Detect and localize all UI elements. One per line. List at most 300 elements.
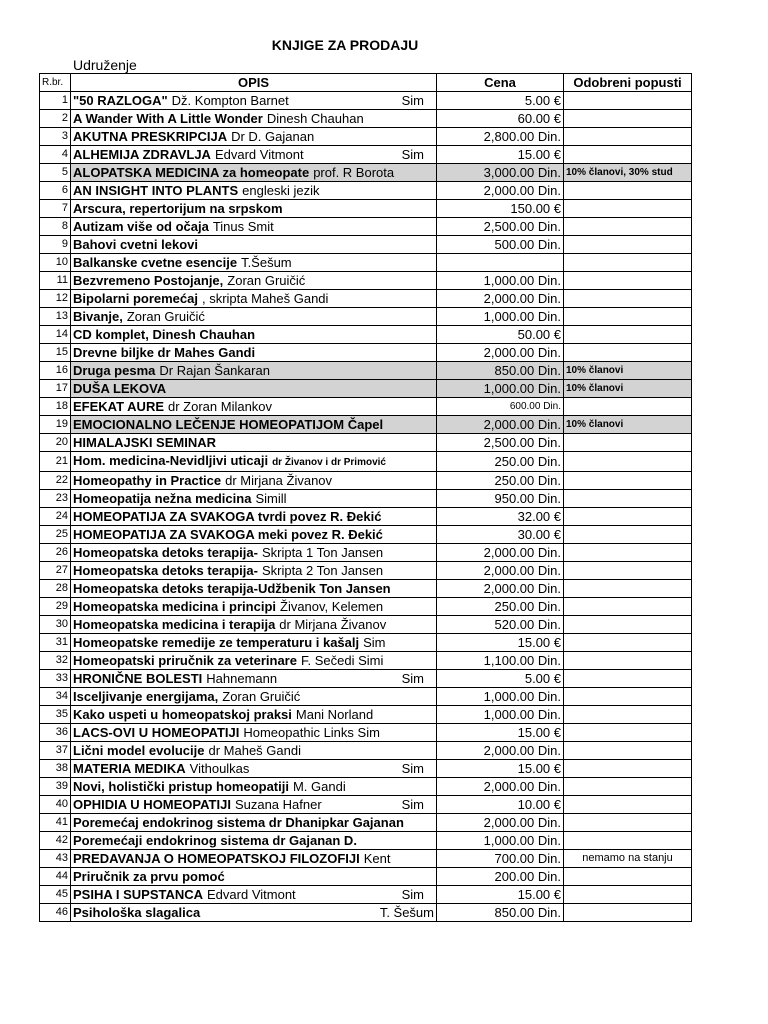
table-row xyxy=(40,434,692,452)
row-discount xyxy=(564,616,692,634)
book-title: ALHEMIJA ZDRAVLJA xyxy=(73,147,211,162)
row-discount xyxy=(564,398,692,416)
book-title: Homeopatska detoks terapija- xyxy=(73,545,258,560)
row-discount xyxy=(564,796,692,814)
table-row xyxy=(40,832,692,850)
row-description xyxy=(71,850,437,868)
row-discount: 10% članovi, 30% stud xyxy=(564,164,692,182)
book-author: Vithoulkas xyxy=(189,761,250,776)
row-description xyxy=(71,182,437,200)
book-author: dr Maheš Gandi xyxy=(208,743,301,758)
book-author: M. Gandi xyxy=(292,779,346,794)
book-author: Tinus Smit xyxy=(212,219,274,234)
table-row xyxy=(40,778,692,796)
row-price: 700.00 Din. xyxy=(437,850,564,868)
row-price: 1,100.00 Din. xyxy=(437,652,564,670)
book-title: Drevne biljke dr Mahes Gandi xyxy=(73,345,256,360)
table-row xyxy=(40,398,692,416)
row-description xyxy=(71,146,437,164)
book-publisher: Sim xyxy=(401,671,424,686)
book-author: dr Mirjana Živanov xyxy=(279,617,387,632)
row-number: 45 xyxy=(40,886,71,904)
book-author: , skripta Maheš Gandi xyxy=(201,291,329,306)
table-row xyxy=(40,886,692,904)
row-number: 40 xyxy=(40,796,71,814)
book-title: Priručnik za prvu pomoć xyxy=(73,869,225,884)
row-description xyxy=(71,760,437,778)
row-price: 50.00 € xyxy=(437,326,564,344)
book-author: dr Živanov i dr Primović xyxy=(272,457,386,468)
row-price: 15.00 € xyxy=(437,634,564,652)
row-number: 43 xyxy=(40,850,71,868)
row-discount xyxy=(564,832,692,850)
book-title: Homeopatija nežna medicina xyxy=(73,491,252,506)
row-discount xyxy=(564,236,692,254)
book-title: CD komplet, Dinesh Chauhan xyxy=(73,327,256,342)
row-price: 2,000.00 Din. xyxy=(437,814,564,832)
book-title: Homeopatska medicina i principi xyxy=(73,599,276,614)
row-discount xyxy=(564,218,692,236)
row-price: 5.00 € xyxy=(437,92,564,110)
row-description xyxy=(71,580,437,598)
table-row xyxy=(40,526,692,544)
row-number: 26 xyxy=(40,544,71,562)
table-row xyxy=(40,110,692,128)
row-description xyxy=(71,742,437,760)
header-opis: OPIS xyxy=(71,74,437,92)
row-number: 23 xyxy=(40,490,71,508)
row-discount xyxy=(564,146,692,164)
row-number: 15 xyxy=(40,344,71,362)
row-discount: 10% članovi xyxy=(564,362,692,380)
row-description xyxy=(71,778,437,796)
row-price: 60.00 € xyxy=(437,110,564,128)
book-title: Poremećaj endokrinog sistema dr Dhanipkar Gajanan xyxy=(73,815,404,830)
row-price: 1,000.00 Din. xyxy=(437,272,564,290)
book-publisher: Sim xyxy=(401,93,424,108)
row-number: 33 xyxy=(40,670,71,688)
row-price: 2,500.00 Din. xyxy=(437,218,564,236)
book-author: Sim xyxy=(363,635,386,650)
row-number: 44 xyxy=(40,868,71,886)
row-number: 17 xyxy=(40,380,71,398)
row-number: 18 xyxy=(40,398,71,416)
book-title: OPHIDIA U HOMEOPATIJI xyxy=(73,797,231,812)
row-number: 39 xyxy=(40,778,71,796)
row-description xyxy=(71,290,437,308)
book-author: Dž. Kompton Barnet xyxy=(171,93,289,108)
row-number: 1 xyxy=(40,92,71,110)
row-price: 500.00 Din. xyxy=(437,236,564,254)
book-title: Bivanje, xyxy=(73,309,123,324)
row-number: 35 xyxy=(40,706,71,724)
row-discount xyxy=(564,526,692,544)
table-row xyxy=(40,796,692,814)
row-discount xyxy=(564,598,692,616)
row-number: 7 xyxy=(40,200,71,218)
book-title: Lični model evolucije xyxy=(73,743,205,758)
row-description xyxy=(71,326,437,344)
book-title: HOMEOPATIJA ZA SVAKOGA meki povez R. Đekić xyxy=(73,527,383,542)
book-title: HIMALAJSKI SEMINAR xyxy=(73,435,217,450)
row-price: 850.00 Din. xyxy=(437,362,564,380)
row-price: 250.00 Din. xyxy=(437,452,564,472)
table-row xyxy=(40,706,692,724)
book-title: Bipolarni poremećaj xyxy=(73,291,198,306)
row-number: 10 xyxy=(40,254,71,272)
book-title: AKUTNA PRESKRIPCIJA xyxy=(73,129,228,144)
row-discount xyxy=(564,472,692,490)
row-price: 200.00 Din. xyxy=(437,868,564,886)
row-number: 28 xyxy=(40,580,71,598)
table-row xyxy=(40,688,692,706)
book-publisher: Sim xyxy=(401,761,424,776)
table-row xyxy=(40,508,692,526)
row-number: 8 xyxy=(40,218,71,236)
book-title: ALOPATSKA MEDICINA za homeopate xyxy=(73,165,310,180)
row-discount xyxy=(564,272,692,290)
table-row xyxy=(40,416,692,434)
row-description xyxy=(71,490,437,508)
row-number: 4 xyxy=(40,146,71,164)
table-row xyxy=(40,272,692,290)
row-price: 600.00 Din. xyxy=(437,398,564,416)
table-row xyxy=(40,344,692,362)
row-number: 20 xyxy=(40,434,71,452)
book-title: Bahovi cvetni lekovi xyxy=(73,237,198,252)
row-number: 9 xyxy=(40,236,71,254)
row-description xyxy=(71,110,437,128)
table-row xyxy=(40,472,692,490)
table-row xyxy=(40,254,692,272)
book-author: Suzana Hafner xyxy=(234,797,322,812)
book-title: HRONIČNE BOLESTI xyxy=(73,671,203,686)
row-discount xyxy=(564,200,692,218)
row-number: 34 xyxy=(40,688,71,706)
book-title: Hom. medicina-Nevidljivi uticaji xyxy=(73,453,269,468)
row-discount xyxy=(564,904,692,922)
row-description xyxy=(71,526,437,544)
row-price: 15.00 € xyxy=(437,886,564,904)
book-title: AN INSIGHT INTO PLANTS xyxy=(73,183,239,198)
table-row xyxy=(40,326,692,344)
row-price: 2,000.00 Din. xyxy=(437,742,564,760)
row-discount xyxy=(564,92,692,110)
row-number: 12 xyxy=(40,290,71,308)
row-number: 2 xyxy=(40,110,71,128)
row-discount xyxy=(564,562,692,580)
book-author: Mani Norland xyxy=(295,707,374,722)
row-price: 15.00 € xyxy=(437,724,564,742)
table-row xyxy=(40,92,692,110)
table-row xyxy=(40,742,692,760)
row-number: 29 xyxy=(40,598,71,616)
row-price xyxy=(437,254,564,272)
row-price: 1,000.00 Din. xyxy=(437,706,564,724)
row-discount: 10% članovi xyxy=(564,380,692,398)
book-title: Poremećaji endokrinog sistema dr Gajanan D. xyxy=(73,833,357,848)
row-description xyxy=(71,724,437,742)
row-number: 27 xyxy=(40,562,71,580)
row-number: 19 xyxy=(40,416,71,434)
row-discount xyxy=(564,434,692,452)
table-body xyxy=(40,92,692,922)
row-description xyxy=(71,508,437,526)
row-price: 2,800.00 Din. xyxy=(437,128,564,146)
book-author: T.Šešum xyxy=(241,255,292,270)
book-author: Kent xyxy=(363,851,391,866)
row-number: 32 xyxy=(40,652,71,670)
row-description xyxy=(71,670,437,688)
row-discount xyxy=(564,706,692,724)
book-author: Hahnemann xyxy=(206,671,278,686)
row-discount xyxy=(564,886,692,904)
row-description xyxy=(71,544,437,562)
book-author: Dr D. Gajanan xyxy=(231,129,315,144)
book-title: Homeopatske remedije ze temperaturu i kašalj xyxy=(73,635,360,650)
row-discount xyxy=(564,452,692,472)
row-price: 1,000.00 Din. xyxy=(437,380,564,398)
table-row xyxy=(40,652,692,670)
book-author: Dinesh Chauhan xyxy=(266,111,364,126)
header-rbr: R.br. xyxy=(40,74,71,92)
book-author: engleski jezik xyxy=(242,183,320,198)
book-title: MATERIA MEDIKA xyxy=(73,761,186,776)
header-cena: Cena xyxy=(437,74,564,92)
row-discount xyxy=(564,308,692,326)
row-discount xyxy=(564,490,692,508)
book-title: DUŠA LEKOVA xyxy=(73,381,167,396)
book-author: prof. R Borota xyxy=(313,165,395,180)
book-author: Zoran Gruičić xyxy=(222,689,301,704)
book-title: Homeopatska medicina i terapija xyxy=(73,617,276,632)
book-author: Homeopathic Links Sim xyxy=(243,725,380,740)
row-description xyxy=(71,398,437,416)
row-description xyxy=(71,92,437,110)
book-author: Zoran Gruičić xyxy=(126,309,205,324)
row-description xyxy=(71,236,437,254)
row-discount xyxy=(564,254,692,272)
row-number: 5 xyxy=(40,164,71,182)
row-price: 250.00 Din. xyxy=(437,598,564,616)
row-description xyxy=(71,652,437,670)
row-number: 41 xyxy=(40,814,71,832)
book-publisher: T. Šešum xyxy=(379,905,434,920)
row-price: 2,000.00 Din. xyxy=(437,562,564,580)
row-number: 6 xyxy=(40,182,71,200)
row-description xyxy=(71,272,437,290)
row-price: 2,000.00 Din. xyxy=(437,182,564,200)
book-publisher: Sim xyxy=(401,887,424,902)
row-discount xyxy=(564,652,692,670)
row-number: 14 xyxy=(40,326,71,344)
table-row xyxy=(40,182,692,200)
book-title: Novi, holistički pristup homeopatiji xyxy=(73,779,289,794)
row-number: 11 xyxy=(40,272,71,290)
book-author: Živanov, Kelemen xyxy=(280,599,384,614)
row-number: 37 xyxy=(40,742,71,760)
row-description xyxy=(71,362,437,380)
book-author: Edvard Vitmont xyxy=(207,887,296,902)
row-price: 150.00 € xyxy=(437,200,564,218)
row-discount xyxy=(564,760,692,778)
row-description xyxy=(71,380,437,398)
book-author: Edvard Vitmont xyxy=(214,147,304,162)
table-row xyxy=(40,904,692,922)
book-title: Bezvremeno Postojanje, xyxy=(73,273,224,288)
row-number: 3 xyxy=(40,128,71,146)
row-description xyxy=(71,472,437,490)
row-description xyxy=(71,886,437,904)
row-description xyxy=(71,904,437,922)
table-row xyxy=(40,562,692,580)
row-price: 2,000.00 Din. xyxy=(437,416,564,434)
table-row xyxy=(40,380,692,398)
row-discount xyxy=(564,580,692,598)
table-row xyxy=(40,200,692,218)
book-author: dr Mirjana Živanov xyxy=(225,473,333,488)
row-price: 950.00 Din. xyxy=(437,490,564,508)
page-title: KNJIGE ZA PRODAJU xyxy=(271,37,419,53)
row-discount xyxy=(564,814,692,832)
book-author: dr Zoran Milankov xyxy=(168,399,273,414)
book-title: LACS-OVI U HOMEOPATIJI xyxy=(73,725,240,740)
row-number: 30 xyxy=(40,616,71,634)
row-discount xyxy=(564,182,692,200)
table-row xyxy=(40,290,692,308)
row-price: 32.00 € xyxy=(437,508,564,526)
row-discount xyxy=(564,326,692,344)
book-title: Homeopathy in Practice xyxy=(73,473,222,488)
row-number: 46 xyxy=(40,904,71,922)
book-author: Skripta 2 Ton Jansen xyxy=(261,563,384,578)
row-price: 2,500.00 Din. xyxy=(437,434,564,452)
book-title: PREDAVANJA O HOMEOPATSKOJ FILOZOFIJI xyxy=(73,851,360,866)
row-description xyxy=(71,200,437,218)
row-number: 25 xyxy=(40,526,71,544)
row-discount xyxy=(564,508,692,526)
table-row xyxy=(40,146,692,164)
table-row xyxy=(40,544,692,562)
row-price: 15.00 € xyxy=(437,146,564,164)
table-row xyxy=(40,850,692,868)
table-header-row xyxy=(40,74,692,92)
book-author: F. Sečedi Simi xyxy=(300,653,384,668)
row-discount: 10% članovi xyxy=(564,416,692,434)
row-price: 30.00 € xyxy=(437,526,564,544)
row-price: 10.00 € xyxy=(437,796,564,814)
row-discount xyxy=(564,290,692,308)
row-description xyxy=(71,164,437,182)
book-title: Homeopatska detoks terapija-Udžbenik Ton Jansen xyxy=(73,581,391,596)
row-description xyxy=(71,218,437,236)
row-price: 250.00 Din. xyxy=(437,472,564,490)
book-title: EMOCIONALNO LEČENJE HOMEOPATIJOM Čapel xyxy=(73,417,384,432)
row-discount xyxy=(564,724,692,742)
row-number: 31 xyxy=(40,634,71,652)
book-title: EFEKAT AURE xyxy=(73,399,164,414)
book-title: Homeopatski priručnik za veterinare xyxy=(73,653,297,668)
row-price: 3,000.00 Din. xyxy=(437,164,564,182)
book-publisher: Sim xyxy=(401,797,424,812)
row-discount xyxy=(564,742,692,760)
table-row xyxy=(40,868,692,886)
row-number: 42 xyxy=(40,832,71,850)
row-price: 2,000.00 Din. xyxy=(437,544,564,562)
book-title: Druga pesma xyxy=(73,363,156,378)
table-row xyxy=(40,598,692,616)
table-row xyxy=(40,580,692,598)
row-discount xyxy=(564,634,692,652)
row-description xyxy=(71,128,437,146)
row-number: 21 xyxy=(40,452,71,472)
row-discount xyxy=(564,670,692,688)
table-row xyxy=(40,616,692,634)
row-price: 520.00 Din. xyxy=(437,616,564,634)
book-title: Autizam više od očaja xyxy=(73,219,209,234)
row-price: 2,000.00 Din. xyxy=(437,344,564,362)
table-row xyxy=(40,308,692,326)
row-price: 2,000.00 Din. xyxy=(437,290,564,308)
row-number: 36 xyxy=(40,724,71,742)
row-discount xyxy=(564,868,692,886)
row-number: 24 xyxy=(40,508,71,526)
row-price: 15.00 € xyxy=(437,760,564,778)
row-discount xyxy=(564,778,692,796)
row-description xyxy=(71,562,437,580)
row-description xyxy=(71,832,437,850)
row-price: 2,000.00 Din. xyxy=(437,580,564,598)
book-title: Kako uspeti u homeopatskoj praksi xyxy=(73,707,292,722)
book-title: Psihološka slagalica xyxy=(73,905,201,920)
row-description xyxy=(71,254,437,272)
row-price: 1,000.00 Din. xyxy=(437,688,564,706)
row-price: 5.00 € xyxy=(437,670,564,688)
book-title: A Wander With A Little Wonder xyxy=(73,111,263,126)
row-description xyxy=(71,796,437,814)
book-title: "50 RAZLOGA" xyxy=(73,93,168,108)
book-author: Simill xyxy=(255,491,287,506)
book-author: Skripta 1 Ton Jansen xyxy=(261,545,384,560)
table-row xyxy=(40,670,692,688)
row-discount xyxy=(564,344,692,362)
table-row xyxy=(40,814,692,832)
table-row xyxy=(40,362,692,380)
table-row xyxy=(40,218,692,236)
table-row xyxy=(40,236,692,254)
row-description xyxy=(71,814,437,832)
table-row xyxy=(40,490,692,508)
row-discount: nemamo na stanju xyxy=(564,850,692,868)
row-number: 16 xyxy=(40,362,71,380)
table-row xyxy=(40,760,692,778)
row-description xyxy=(71,634,437,652)
row-discount xyxy=(564,128,692,146)
book-title: Balkanske cvetne esencije xyxy=(73,255,238,270)
row-discount xyxy=(564,544,692,562)
table-row xyxy=(40,128,692,146)
book-title: PSIHA I SUPSTANCA xyxy=(73,887,204,902)
row-description xyxy=(71,688,437,706)
row-number: 22 xyxy=(40,472,71,490)
table-row xyxy=(40,724,692,742)
price-table xyxy=(39,73,692,922)
book-author: Dr Rajan Šankaran xyxy=(159,363,270,378)
table-row xyxy=(40,634,692,652)
header-popusti: Odobreni popusti xyxy=(564,74,692,92)
row-description xyxy=(71,452,437,472)
book-title: Isceljivanje energijama, xyxy=(73,689,219,704)
